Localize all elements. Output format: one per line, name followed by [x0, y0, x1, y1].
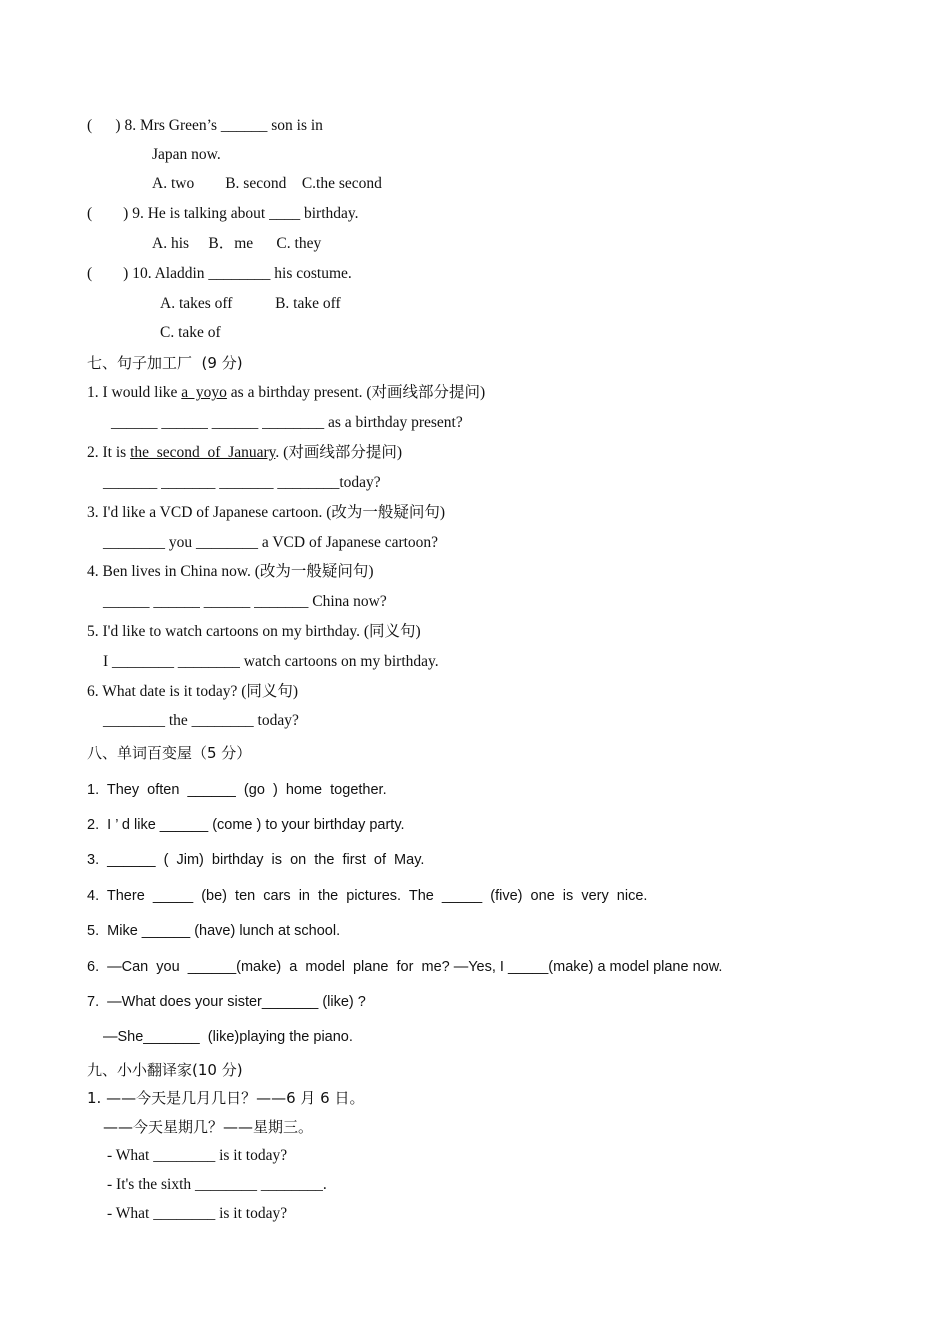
- s9-answer-2: - It's the sixth ________ ________.: [107, 1176, 327, 1193]
- s8-q6: 6. —Can you ______(make) a model plane for me? —Yes, I _____(make) a model plane now.: [87, 959, 723, 975]
- s8-q7: 7. —What does your sister_______ (like) ?: [87, 994, 366, 1010]
- s7-q5-answer: I ________ ________ watch cartoons on my birthday.: [103, 653, 439, 670]
- s7-q2: 2. It is the second of January. (对画线部分提问): [87, 444, 402, 461]
- q10-question: ( ) 10. Aladdin ________ his costume.: [87, 265, 352, 282]
- q8-options: A. two B. second C.the second: [152, 175, 382, 192]
- s7-q1-underlined: a yoyo: [181, 384, 227, 401]
- s7-q4: 4. Ben lives in China now. (改为一般疑问句): [87, 563, 374, 580]
- s7-q5: 5. I'd like to watch cartoons on my birthday. (同义句): [87, 623, 421, 640]
- section7-title: 七、句子加工厂 (9 分): [87, 354, 243, 372]
- q8-question-cont: Japan now.: [152, 146, 221, 163]
- s8-q5: 5. Mike ______ (have) lunch at school.: [87, 923, 341, 939]
- s8-q1: 1. They often ______ (go ) home together.: [87, 782, 387, 798]
- q10-options-cont: C. take of: [160, 324, 221, 341]
- s8-q4: 4. There _____ (be) ten cars in the pictures. The _____ (five) one is very nice.: [87, 888, 648, 904]
- s9-q1-line1: 1. ——今天是几月几日？——6 月 6 日。: [87, 1089, 365, 1107]
- s9-answer-1: - What ________ is it today?: [107, 1147, 288, 1164]
- s7-q1-answer: ______ ______ ______ ________ as a birthday present?: [111, 414, 463, 431]
- section9-title: 九、小小翻译家(10 分): [87, 1061, 243, 1079]
- q9-question: ( ) 9. He is talking about ____ birthday.: [87, 205, 359, 222]
- s9-q1-line2: ——今天星期几？——星期三。: [103, 1118, 314, 1136]
- q9-options: A. his B．me C. they: [152, 235, 322, 252]
- q8-question: ( ) 8. Mrs Green’s ______ son is in: [87, 117, 323, 134]
- s7-q6: 6. What date is it today? (同义句): [87, 683, 299, 700]
- s7-q4-answer: ______ ______ ______ _______ China now?: [103, 593, 387, 610]
- s7-q2-underlined: the second of January: [130, 444, 276, 461]
- s7-q3-answer: ________ you ________ a VCD of Japanese cartoon?: [103, 534, 439, 551]
- s7-q2-answer: _______ _______ _______ ________today?: [103, 474, 381, 491]
- q10-options: A. takes off B. take off: [160, 295, 341, 312]
- s8-q3: 3. ______ ( Jim) birthday is on the first of May.: [87, 852, 425, 868]
- s7-q3: 3. I'd like a VCD of Japanese cartoon. (改为一般疑问句): [87, 504, 446, 521]
- s7-q1: 1. I would like a yoyo as a birthday present. (对画线部分提问): [87, 384, 486, 401]
- s8-q2: 2. I ’ d like ______ (come ) to your birthday party.: [87, 817, 405, 833]
- s7-q6-answer: ________ the ________ today?: [103, 712, 299, 729]
- section8-title: 八、单词百变屋（5 分）: [87, 744, 252, 762]
- s9-answer-3: - What ________ is it today?: [107, 1205, 288, 1222]
- s8-q7-answer: —She_______ (like)playing the piano.: [103, 1029, 353, 1045]
